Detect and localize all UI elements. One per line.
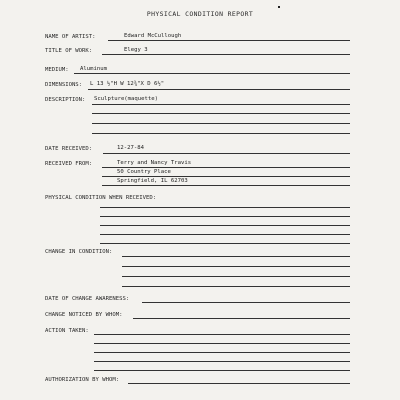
- artist-label: NAME OF ARTIST:: [45, 34, 96, 40]
- change-condition-line: [122, 266, 350, 267]
- received-from-street: 50 Country Place: [117, 169, 171, 175]
- action-taken-line: [94, 361, 350, 362]
- change-noticed-line: [133, 318, 350, 319]
- change-condition-line: [122, 256, 350, 257]
- dimensions-line: [88, 89, 350, 90]
- action-taken-label: ACTION TAKEN:: [45, 328, 89, 334]
- dimensions-label: DIMENSIONS:: [45, 82, 83, 88]
- date-received-value: 12-27-84: [117, 145, 144, 151]
- change-condition-line: [122, 276, 350, 277]
- description-label: DESCRIPTION:: [45, 97, 86, 103]
- condition-received-line: [100, 234, 350, 235]
- artist-line: [108, 40, 350, 41]
- received-from-label: RECEIVED FROM:: [45, 161, 93, 167]
- medium-line: [74, 73, 350, 74]
- action-taken-line: [94, 343, 350, 344]
- medium-value: Aluminum: [80, 66, 107, 72]
- title-label: TITLE OF WORK:: [45, 48, 93, 54]
- stray-mark: [278, 6, 280, 8]
- date-received-label: DATE RECEIVED:: [45, 146, 93, 152]
- authorization-line: [128, 383, 350, 384]
- title-value: Elegy 3: [124, 47, 148, 53]
- action-taken-line: [94, 370, 350, 371]
- condition-received-label: PHYSICAL CONDITION WHEN RECEIVED:: [45, 195, 157, 201]
- condition-received-line: [100, 207, 350, 208]
- description-value: Sculpture(maquette): [94, 96, 158, 102]
- change-condition-label: CHANGE IN CONDITION:: [45, 249, 113, 255]
- authorization-label: AUTHORIZATION BY WHOM:: [45, 377, 120, 383]
- date-change-line: [142, 302, 350, 303]
- description-line: [92, 104, 350, 105]
- change-condition-line: [122, 286, 350, 287]
- received-from-line: [102, 185, 350, 186]
- action-taken-line: [94, 352, 350, 353]
- condition-received-line: [100, 216, 350, 217]
- medium-label: MEDIUM:: [45, 67, 69, 73]
- received-from-name: Terry and Nancy Travis: [117, 160, 192, 166]
- artist-value: Edward McCullough: [124, 33, 182, 39]
- date-received-line: [103, 153, 350, 154]
- received-from-city: Springfield, IL 62703: [117, 178, 188, 184]
- date-change-label: DATE OF CHANGE AWARENESS:: [45, 296, 130, 302]
- title-line: [102, 54, 350, 55]
- condition-received-line: [100, 225, 350, 226]
- description-line: [92, 133, 350, 134]
- dimensions-value: L 13 ½"H W 12¾"X D 6½": [90, 81, 165, 87]
- report-title: PHYSICAL CONDITION REPORT: [146, 10, 254, 18]
- description-line: [92, 113, 350, 114]
- condition-received-line: [100, 243, 350, 244]
- change-noticed-label: CHANGE NOTICED BY WHOM:: [45, 312, 123, 318]
- action-taken-line: [94, 334, 350, 335]
- description-line: [92, 123, 350, 124]
